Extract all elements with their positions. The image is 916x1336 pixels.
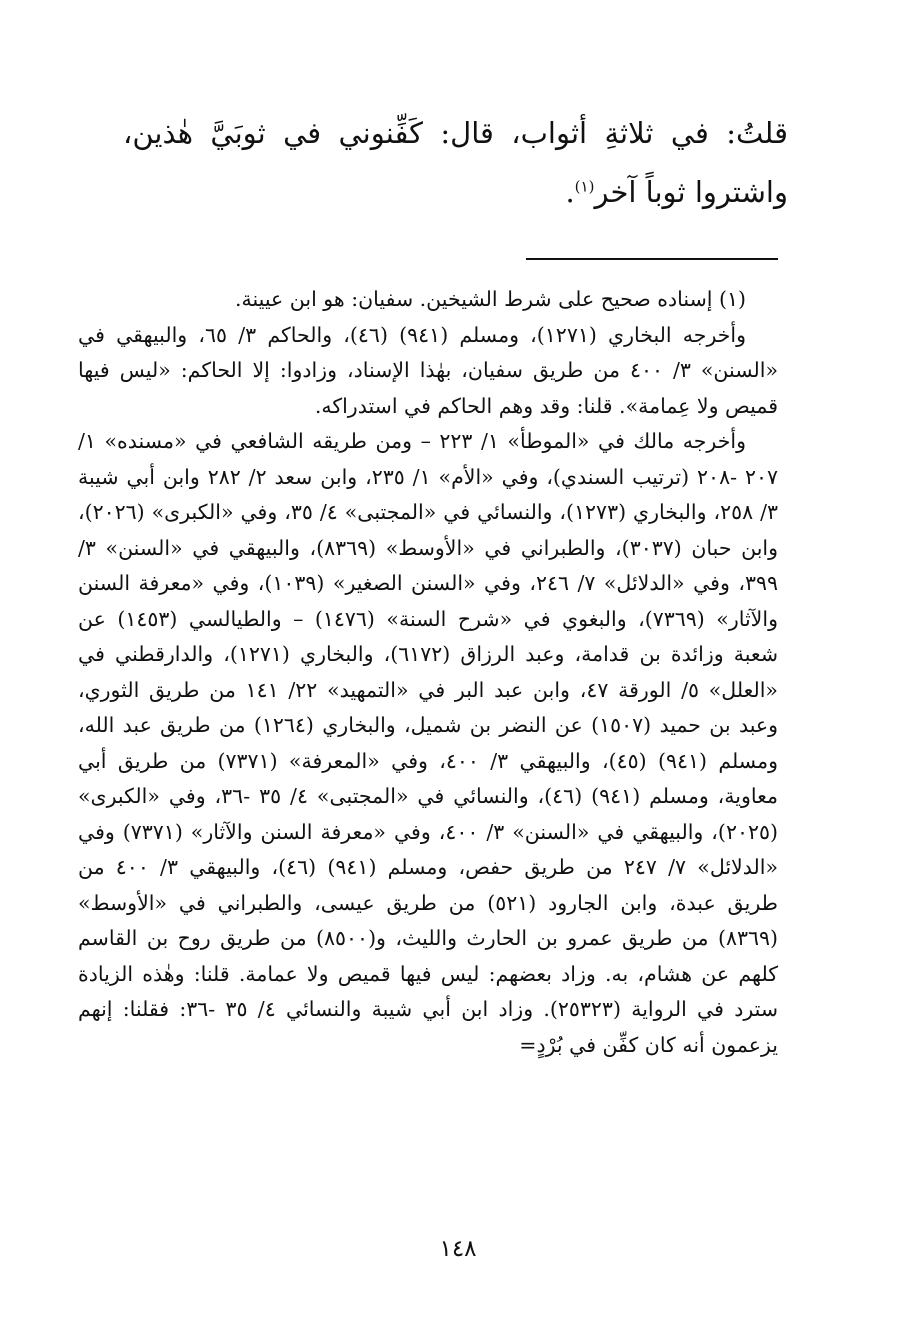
footnote-1: (١) إسناده صحيح على شرط الشيخين. سفيان: هو ابن عيينة. [234,287,746,311]
footnote-paragraph: وأخرجه البخاري (١٢٧١)، ومسلم (٩٤١) (٤٦)، والحاكم ٣/ ٦٥، والبيهقي في «السنن» ٣/ ٤٠٠ من طريق سفيان، بهٰذا الإسناد، وزادوا: إلا الحاكم: «ليس فيها قميص ولا عِمامة». قلنا: وقد وهم الحاكم في استدراكه. [78,322,778,418]
footnote-separator [526,258,778,260]
footnotes [78,282,778,1063]
footnote-paragraph: وأخرجه مالك في «الموطأ» ١/ ٢٢٣ – ومن طريقه الشافعي في «مسنده» ١/ ٢٠٧ -٢٠٨ (ترتيب السندي)، وفي «الأم» ١/ ٢٣٥، وابن سعد ٢/ ٢٨٢ وابن أبي شيبة ٣/ ٢٥٨، والبخاري (١٢٧٣)، والنسائي في «المجتبى» ٤/ ٣٥، وفي «الكبرى» (٢٠٢٦)، وابن حبان (٣٠٣٧)، والطبراني في «الأوسط» (٨٣٦٩)، والبيهقي في «السنن» ٣/ ٣٩٩، وفي «الدلائل» ٧/ ٢٤٦، وفي «السنن الصغير» (١٠٣٩)، وفي «معرفة السنن والآثار» (٧٣٦٩)، والبغوي في «شرح السنة» (١٤٧٦) – والطيالسي (١٤٥٣) عن شعبة وزائدة بن قدامة، وعبد الرزاق (٦١٧٢)، والبخاري (١٢٧١)، والدارقطني في «العلل» ٥/ الورقة ٤٧، وابن عبد البر في «التمهيد» ٢٢/ ١٤١ من طريق الثوري، وعبد بن حميد (١٥٠٧) عن النضر بن شميل، والبخاري (١٢٦٤) من طريق عبد الله، ومسلم (٩٤١) (٤٥)، والبيهقي ٣/ ٤٠٠، وفي «المعرفة» (٧٣٧١) من طريق أبي معاوية، ومسلم (٩٤١) (٤٦)، والنسائي في «المجتبى» ٤/ ٣٥ -٣٦، وفي «الكبرى» (٢٠٢٥)، والبيهقي في «السنن» ٣/ ٤٠٠، وفي «معرفة السنن والآثار» (٧٣٧١) وفي «الدلائل» ٧/ ٢٤٧ من طريق حفص، ومسلم (٩٤١) (٤٦)، والبيهقي ٣/ ٤٠٠ من طريق عبدة، وابن الجارود (٥٢١) من طريق عيسى، والطبراني في «الأوسط» (٨٣٦٩) من طريق عمرو بن الحارث والليث، و(٨٥٠٠) من طريق روح بن القاسم كلهم عن هشام، به. وزاد بعضهم: ليس فيها قميص ولا عمامة. قلنا: وهٰذه الزيادة سترد في الرواية (٢٥٣٢٣). وزاد ابن أبي شيبة والنسائي ٤/ ٣٥ -٣٦: فقلنا: إنهم يزعمون أنه كان كفِّن في بُرْدٍ= [78,429,779,1057]
main-text-end: . [565,175,575,209]
page-number: ١٤٨ [439,1236,477,1262]
main-text [123,104,788,222]
footnote-reference: (١) [574,177,595,196]
main-text-body: قلتُ: في ثلاثةِ أثواب، قال: كَفِّنوني في ثوبَيَّ هٰذين، واشتروا ثوباً آخر [123,116,788,209]
